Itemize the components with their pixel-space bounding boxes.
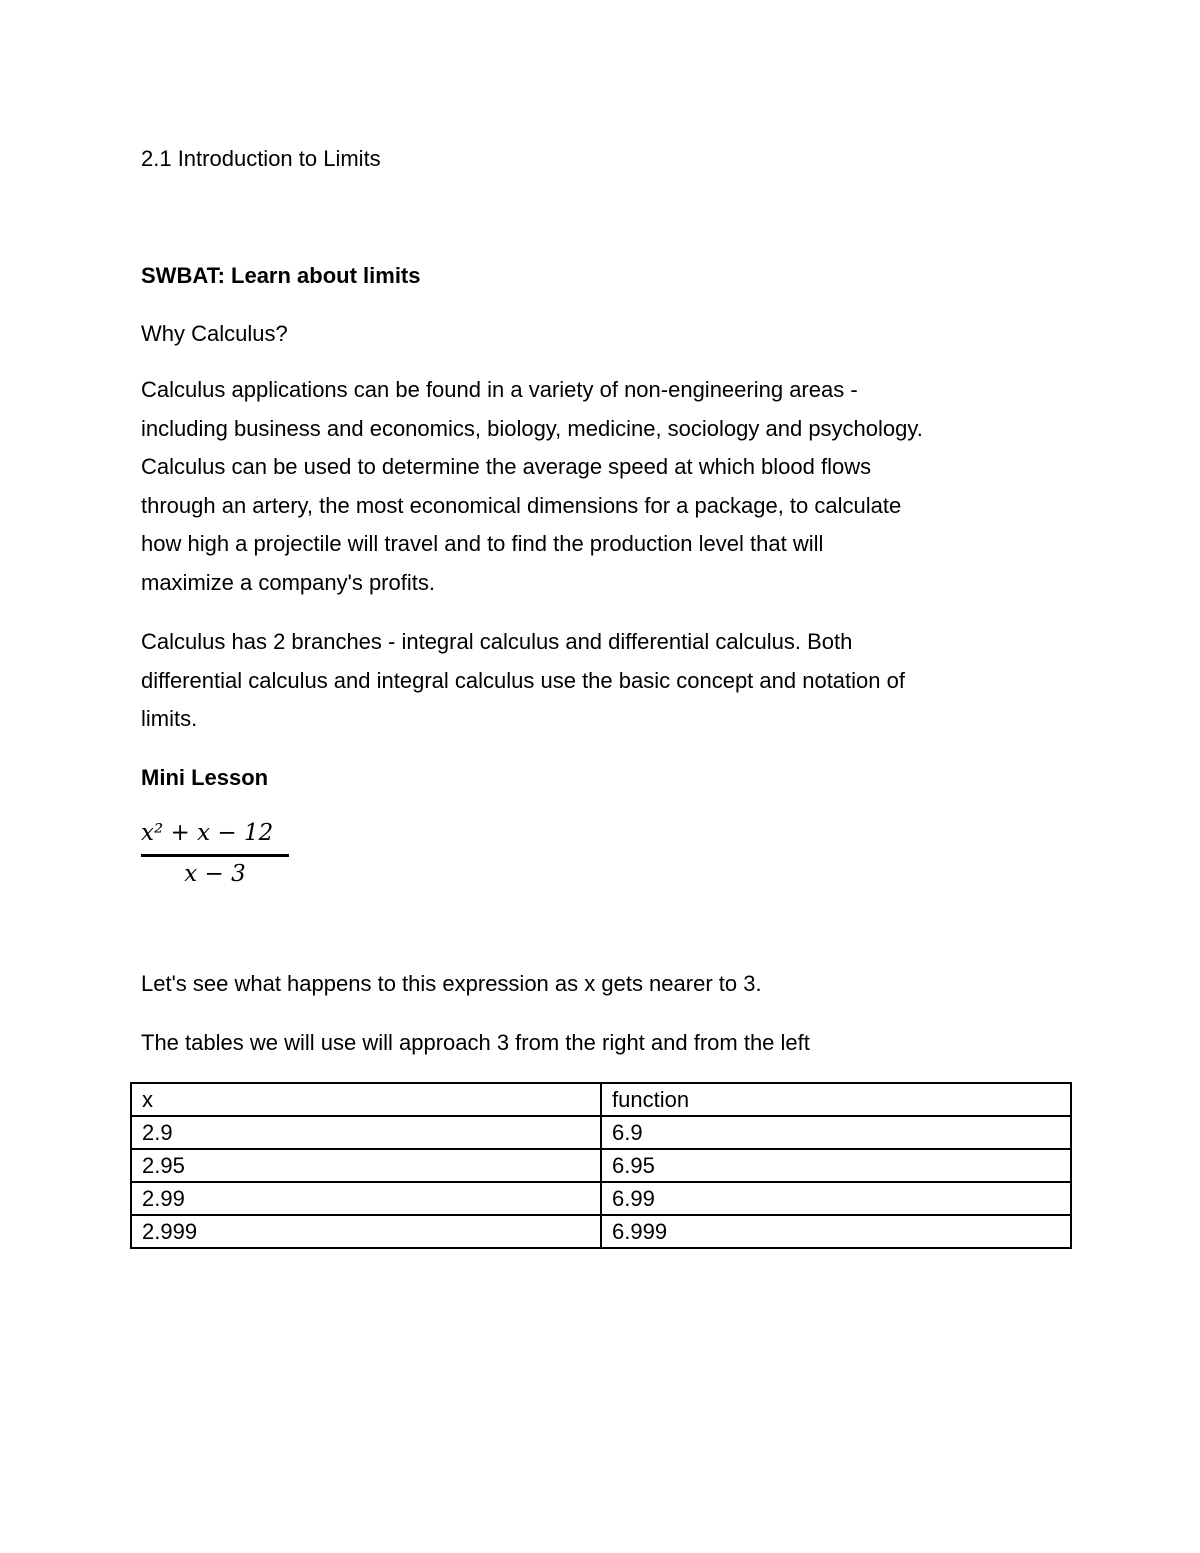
section-heading-mini-lesson: Mini Lesson <box>141 765 269 790</box>
instruction-sentence: The tables we will use will approach 3 from the right and from the left <box>141 1030 810 1055</box>
paragraph-line: limits. <box>141 706 198 732</box>
rational-expression <box>141 816 289 891</box>
page-title: 2.1 Introduction to Limits <box>141 146 381 171</box>
paragraph-line: Calculus has 2 branches - integral calculus and differential calculus. Both <box>141 629 853 654</box>
paragraph-line: Calculus can be used to determine the average speed at which blood flows <box>141 454 872 480</box>
table-cell: 2.999 <box>131 1215 601 1248</box>
table-cell: 2.95 <box>131 1149 601 1182</box>
paragraph-line: including business and economics, biology, medicine, sociology and psychology. <box>141 415 923 441</box>
table-cell: 2.99 <box>131 1182 601 1215</box>
table-row <box>131 1149 1071 1182</box>
table-row <box>131 1182 1071 1215</box>
table-cell: 6.999 <box>601 1215 1071 1248</box>
swbat-objective: SWBAT: Learn about limits <box>141 263 421 288</box>
expression-numerator: x² + x − 12 <box>141 820 274 846</box>
paragraph-line: differential calculus and integral calculus use the basic concept and notation of <box>141 667 905 693</box>
table-header-row <box>131 1083 1071 1116</box>
paragraph-branches <box>141 623 1041 739</box>
table-cell: 6.95 <box>601 1149 1071 1182</box>
paragraph-line: how high a projectile will travel and to find the production level that will <box>141 531 824 557</box>
table-row <box>131 1116 1071 1149</box>
section-heading-why-calculus: Why Calculus? <box>141 321 288 346</box>
table-row <box>131 1215 1071 1248</box>
paragraph-line: Calculus applications can be found in a variety of non-engineering areas - <box>141 377 858 402</box>
paragraph-line: through an artery, the most economical dimensions for a package, to calculate <box>141 492 902 518</box>
expression-denominator: x − 3 <box>184 861 246 887</box>
paragraph-line: maximize a company's profits. <box>141 569 435 595</box>
limit-table <box>130 1082 1072 1249</box>
table-cell: 6.99 <box>601 1182 1071 1215</box>
table-header-cell: x <box>131 1083 601 1116</box>
table-header-cell: function <box>601 1083 1071 1116</box>
table-cell: 2.9 <box>131 1116 601 1149</box>
paragraph-applications <box>141 371 1041 603</box>
instruction-sentence: Let's see what happens to this expression as x gets nearer to 3. <box>141 971 762 996</box>
table-cell: 6.9 <box>601 1116 1071 1149</box>
